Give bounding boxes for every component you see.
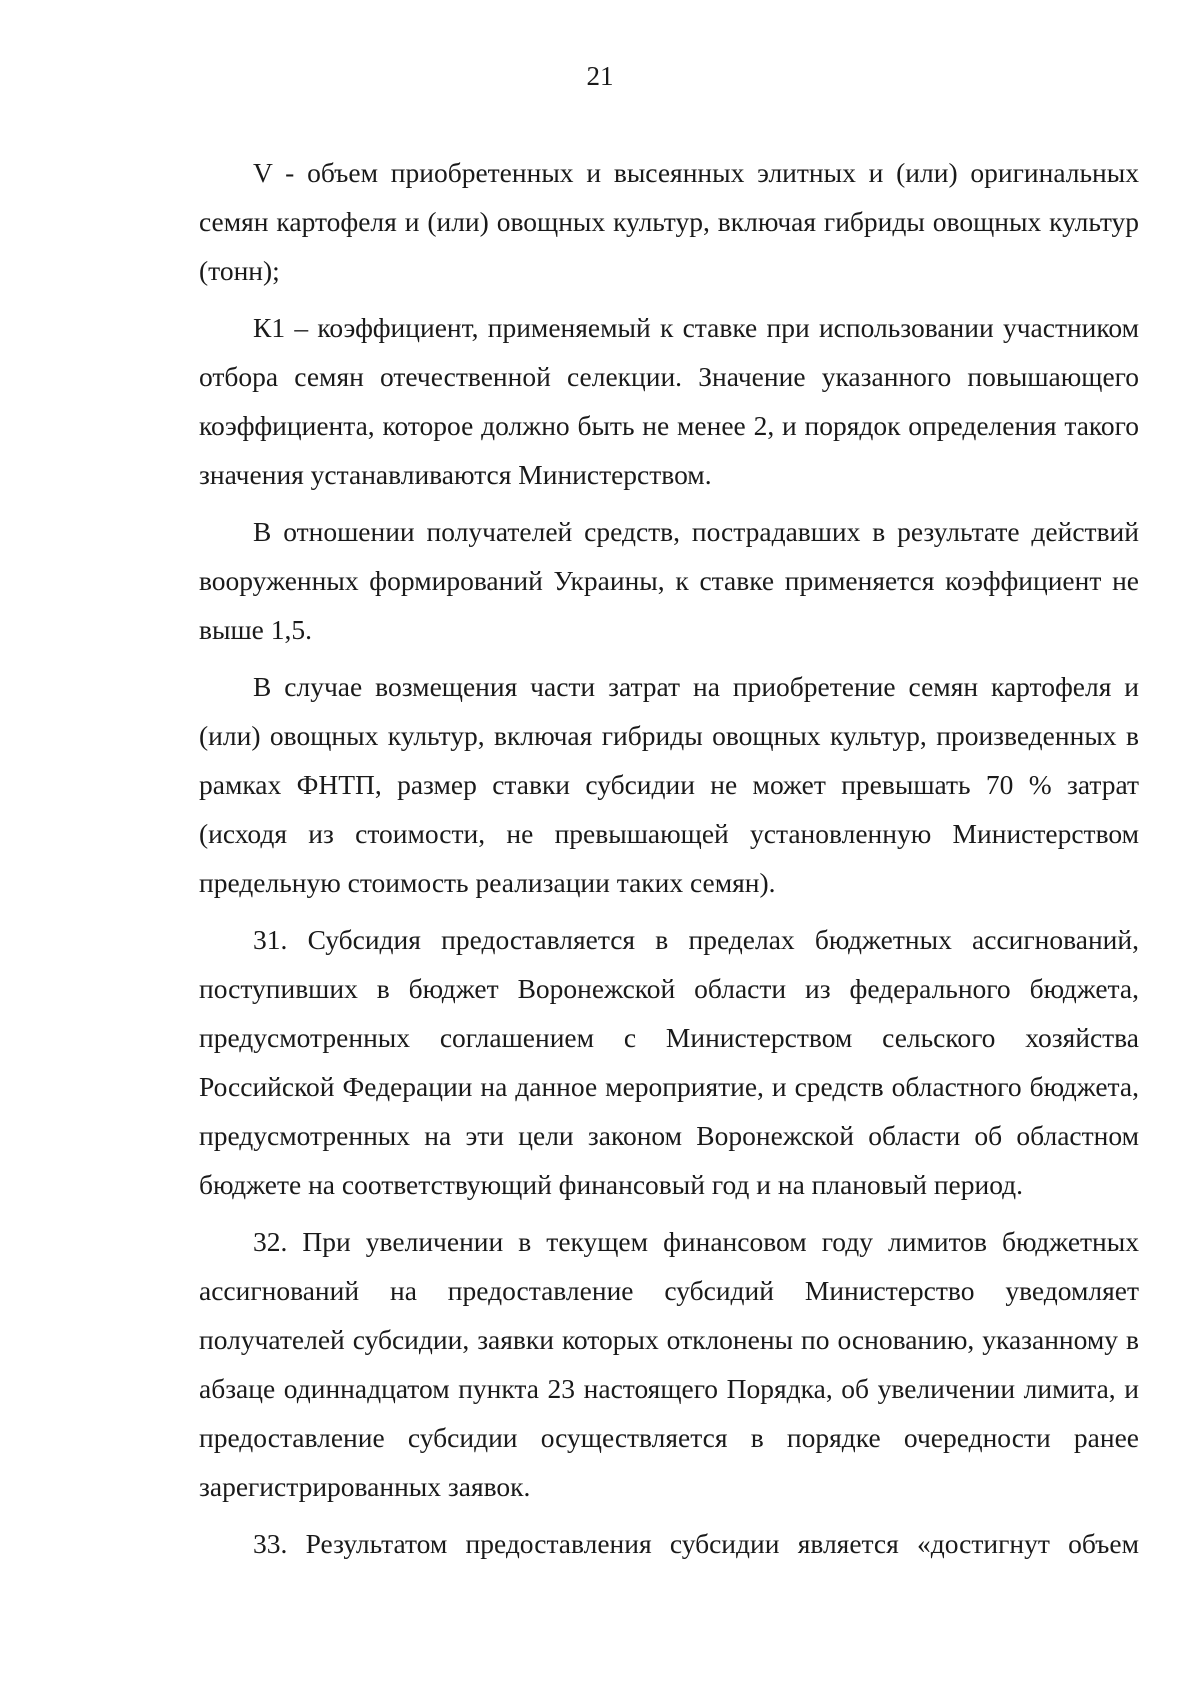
paragraph-v-definition: V - объем приобретенных и высеянных элитных и (или) оригинальных семян картофеля и (или) овощных культур, включая гибриды овощных культур (тонн);	[199, 157, 1139, 286]
paragraph-fntp-seeds: В случае возмещения части затрат на приобретение семян картофеля и (или) овощных культур, включая гибриды овощных культур, произведенных в рамках ФНТП, размер ставки субсидии не может превышать 70 % затрат (исходя из стоимости, не превышающей установленную Министерством предельную стоимость реализации таких семян).	[199, 671, 1139, 898]
paragraph-k1-definition: К1 – коэффициент, применяемый к ставке при использовании участником отбора семян отечественной селекции. Значение указанного повышающего коэффициента, которое должно быть не менее 2, и порядок определения такого значения устанавливаются Министерством.	[199, 312, 1139, 490]
paragraph-item-32: 32. При увеличении в текущем финансовом году лимитов бюджетных ассигнований на предоставление субсидий Министерство уведомляет получателей субсидии, заявки которых отклонены по основанию, указанному в абзаце одиннадцатом пункта 23 настоящего Порядка, об увеличении лимита, и предоставление субсидии осуществляется в порядке очередности ранее зарегистрированных заявок.	[199, 1226, 1139, 1502]
paragraph-ukraine-coefficient: В отношении получателей средств, пострадавших в результате действий вооруженных формирований Украины, к ставке применяется коэффициент не выше 1,5.	[199, 516, 1139, 645]
paragraph-item-31: 31. Субсидия предоставляется в пределах бюджетных ассигнований, поступивших в бюджет Воронежской области из федерального бюджета, предусмотренных соглашением с Министерством сельского хозяйства Российской Федерации на данное мероприятие, и средств областного бюджета, предусмотренных на эти цели законом Воронежской области об областном бюджете на соответствующий финансовый год и на плановый период.	[199, 924, 1139, 1200]
paragraph-item-33: 33. Результатом предоставления субсидии является «достигнут объем	[253, 1528, 1139, 1559]
page-number: 21	[586, 61, 614, 91]
document-body	[199, 148, 1139, 1576]
